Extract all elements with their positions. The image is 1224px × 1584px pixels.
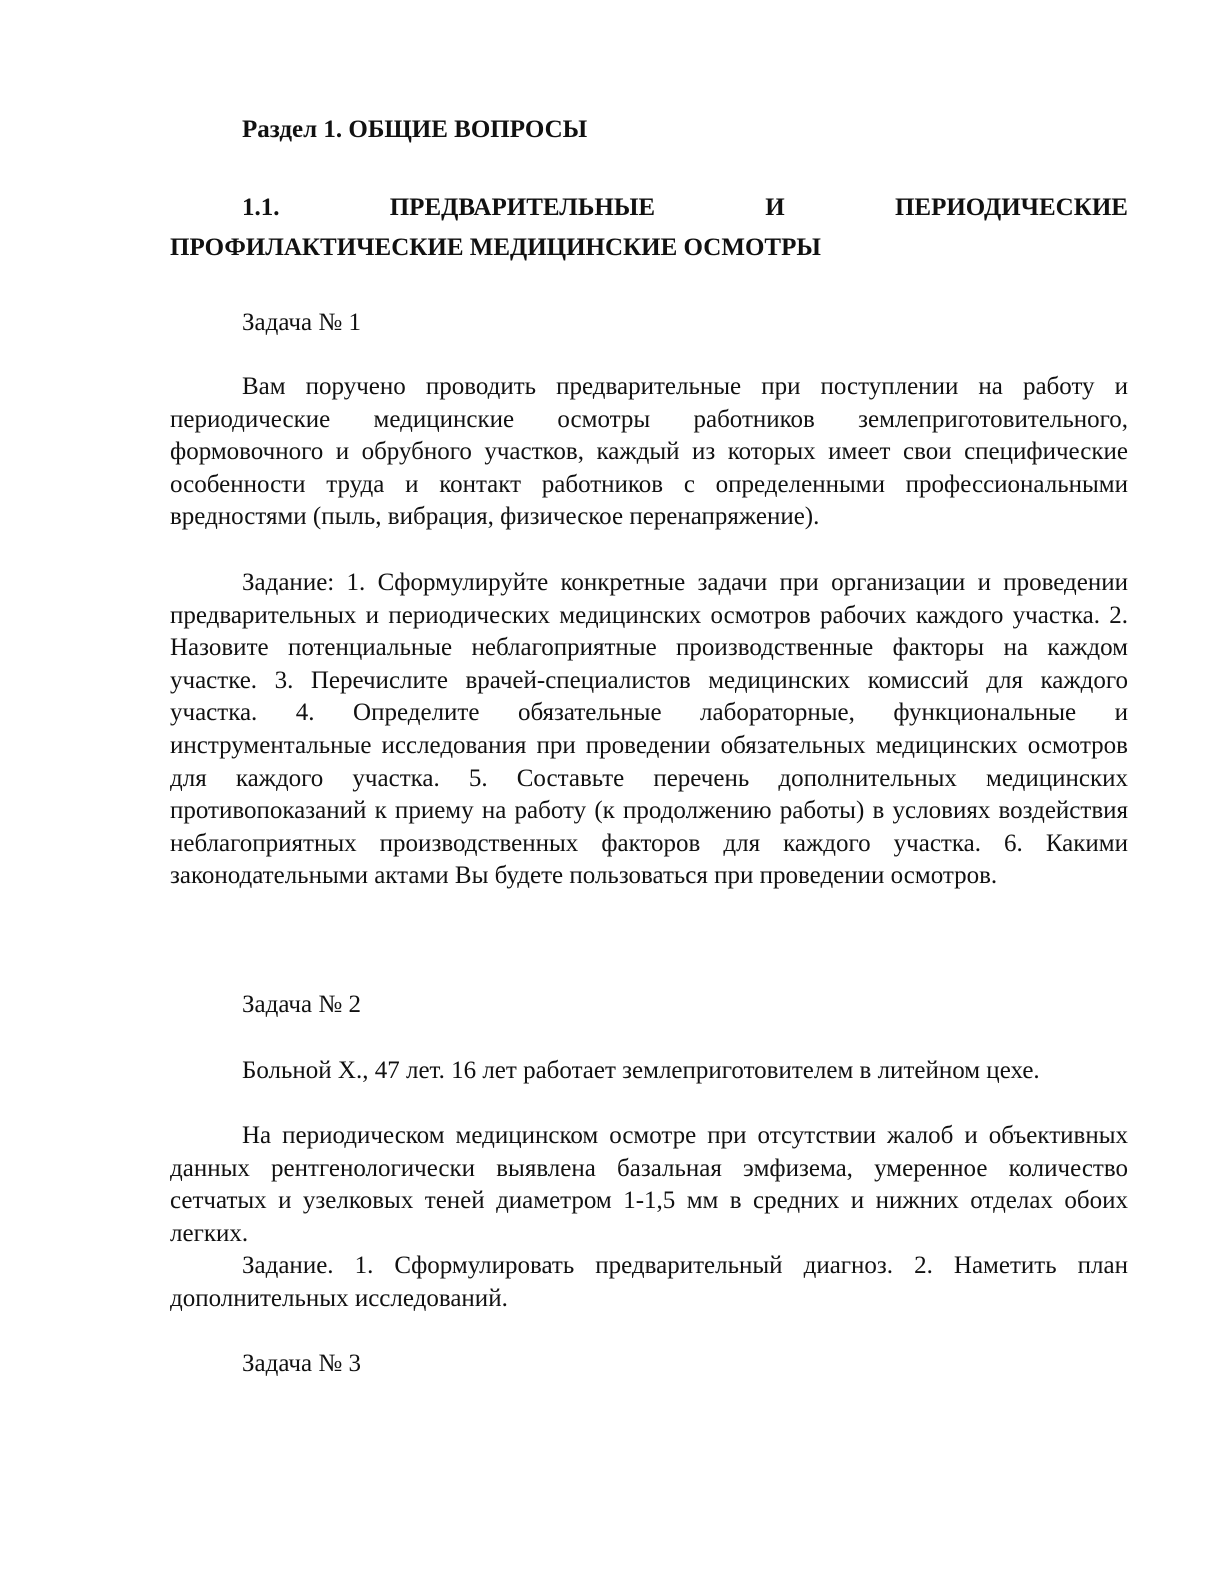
subsection-word-1: ПРЕДВАРИТЕЛЬНЫЕ: [389, 194, 656, 221]
task-1-paragraph-1: Вам поручено проводить предварительные при поступлении на работу и периодические медицинские осмотры работников землеприготовительного, формовочного и обрубного участков, каждый из которых имеет свои специфические особенности труда и контакт работников с определенными профессиональными вредностями (пыль, вибрация, физическое перенапряжение).: [170, 373, 1128, 531]
document-page: [170, 0, 1128, 1584]
subsection-title-line-2: ПРОФИЛАКТИЧЕСКИЕ МЕДИЦИНСКИЕ ОСМОТРЫ: [170, 234, 821, 261]
task-2-paragraph-3: Задание. 1. Сформулировать предварительный диагноз. 2. Наметить план дополнительных исследований.: [170, 1252, 1128, 1312]
section-title: Раздел 1. ОБЩИЕ ВОПРОСЫ: [242, 116, 588, 143]
subsection-number: 1.1.: [242, 194, 280, 221]
task-1-paragraph-2: Задание: 1. Сформулируйте конкретные задачи при организации и проведении предварительных и периодических медицинских осмотров рабочих каждого участка. 2. Назовите потенциальные неблагоприятные производственные факторы на каждом участке. 3. Перечислите врачей-специалистов медицинских комиссий для каждого участка. 4. Определите обязательные лабораторные, функциональные и инструментальные исследования при проведении обязательных медицинских осмотров для каждого участка. 5. Составьте перечень дополнительных медицинских противопоказаний к приему на работу (к продолжению работы) в условиях воздействия неблагоприятных производственных факторов для каждого участка. 6. Какими законодательными актами Вы будете пользоваться при проведении осмотров.: [170, 569, 1128, 890]
subsection-word-3: ПЕРИОДИЧЕСКИЕ: [894, 194, 1128, 221]
task-3-heading: Задача № 3: [242, 1350, 361, 1377]
task-2-heading: Задача № 2: [242, 991, 361, 1018]
subsection-title-line-1: [170, 188, 1128, 228]
subsection-title: [170, 188, 1128, 268]
task-1-heading: Задача № 1: [242, 309, 361, 336]
subsection-word-2: И: [765, 194, 785, 221]
task-2-paragraph-2: На периодическом медицинском осмотре при отсутствии жалоб и объективных данных рентгенологически выявлена базальная эмфизема, умеренное количество сетчатых и узелковых теней диаметром 1-1,5 мм в средних и нижних отделах обоих легких.: [170, 1122, 1128, 1247]
task-2-paragraph-1: Больной Х., 47 лет. 16 лет работает землеприготовителем в литейном цехе.: [242, 1057, 1040, 1084]
